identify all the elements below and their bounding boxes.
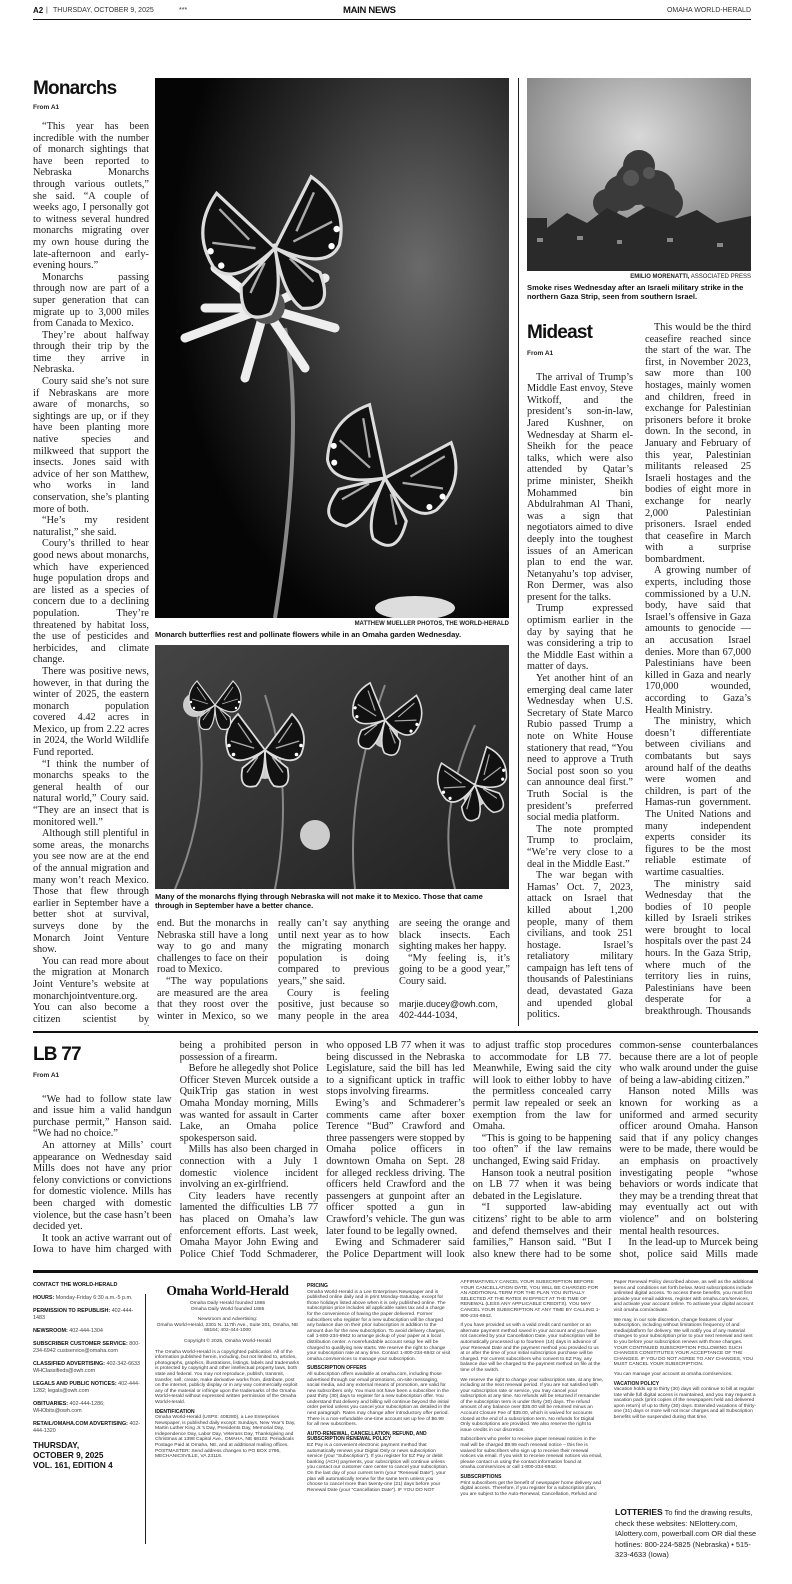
- paragraph: In the lead-up to Murcek being shot, police said Mills made: [619, 1237, 758, 1260]
- volume-line: VOL. 161, EDITION 4: [33, 1461, 113, 1470]
- paragraph: “I supported law-abiding citizens’ right to be able to arm and defend themselves and their families,” Hanson said. “But I also knew there had to be some common-sense counterbalances because there are a lot of people who walk around under the guise of being a law-abiding citizen.”: [472, 1040, 758, 1260]
- separator: |: [46, 7, 48, 14]
- paragraph: Mills has also been charged in connection with a July 1 domestic violence incident involving an ex-girlfriend.: [179, 1144, 319, 1191]
- label: CLASSIFIED ADVERTISING:: [33, 1361, 105, 1367]
- paragraph: Coury is feeling positive, just because so many people in the area are seeing the orange and black insects. Each sighting makes her happy.: [278, 918, 510, 1022]
- value: 402-444-1320: [33, 1421, 141, 1434]
- paragraph: There was positive news, however, in that during the winter of 2025, the eastern monarch population covered 4.42 acres in Mexico, up from 2.22 acres in 2024, the World Wildlife Fund reported.: [33, 665, 149, 759]
- monarchs-continued: [157, 918, 510, 1026]
- value: Monday-Friday 6:30 a.m.-5 p.m.: [55, 1295, 133, 1301]
- paragraph: “My feeling is, it’s going to be a good year,” Coury said.: [399, 952, 510, 987]
- article-body: [33, 121, 149, 1026]
- monarch-photo-2: [155, 645, 509, 889]
- label: OBITUARIES:: [33, 1401, 69, 1407]
- contact-item: [33, 1308, 141, 1322]
- credit-name: EMILIO MORENATTI,: [630, 274, 690, 280]
- paragraph: “He’s my resident naturalist,” she said.: [33, 515, 149, 538]
- lotteries-box: [615, 1507, 758, 1561]
- contact-box: [33, 1282, 141, 1471]
- jump-label: From A1: [33, 104, 60, 111]
- auto-renewal-heading: AUTO-RENEWAL, CANCELLATION, REFUND, AND SUBSCRIPTION RENEWAL POLICY: [307, 1430, 427, 1443]
- paragraph: end. But the monarchs in Nebraska still have a long way to go and many challenges to face on their road to Mexico.: [157, 918, 268, 976]
- page-header: [33, 6, 751, 20]
- gaza-photo: [527, 78, 751, 271]
- paragraph: The war began with Hamas’ Oct. 7, 2023, attack on Israel that killed about 1,200 people, many of them civilians, and took 251 hostage. Israel’s retaliatory military campaign has left tens of thousands of Palestinians dead, devastated Gaza and upended global politics.: [527, 870, 633, 1021]
- paragraph: Trump expressed optimism earlier in the day by saying that he was considering a trip to the Middle East within a matter of days.: [527, 603, 633, 673]
- paragraph: Hanson noted Mills was known for working as a uniformed and armed security officer around Omaha. Hanson said that if any policy changes were to be made, there would be an emphasis on proactively investigating people “whose behaviors or words indicate that they may be a trending threat that may eventually act out with violence” and on bolstering mental health resources.: [619, 1086, 758, 1237]
- contact-item: [33, 1361, 141, 1375]
- newsroom-label: Newsroom and Advertising:: [197, 1317, 258, 1323]
- pricing-heading: PRICING: [307, 1283, 328, 1289]
- value: 800-234-6942 custservice@omaha.com: [33, 1341, 141, 1354]
- column-rule: [145, 1294, 146, 1544]
- section-name: MAIN NEWS: [343, 5, 396, 16]
- paragraph: Ewing and Schmaderer said the Police Department will look to adjust traffic stop procedures to accommodate for LB 77. Meanwhile, Ewing said the city will look to either lobby to have the permitless concealed carry permit law repealed or seek an exemption from the law for Omaha.: [326, 1040, 612, 1260]
- paragraph: City leaders have recently lamented the difficulties LB 77 has placed on Omaha’s law enforcement efforts. Last week, Omaha Mayor John Ewing and Police Chief Todd Schmaderer, who opposed LB 77 when it was being discussed in the Nebraska Legislature, said the bill has led to a significant uptick in traffic stops involving firearms.: [179, 1040, 465, 1260]
- page-number: A2: [33, 6, 44, 15]
- lotteries-text: To find the drawing results, check these websites: NElottery.com, IAlottery.com, powerball.com OR dial these hotlines: 800-224-5825 (Nebraska) • 515-323-4633 (Iowa): [615, 1508, 757, 1559]
- paragraph: You can read more about the migration at Monarch Joint Venture’s website at monarchjointventure.org. You can also become a citizen scientist by: [33, 955, 149, 1025]
- contact-item: [33, 1341, 141, 1355]
- paragraph: We reserve the right to change your subscription rate, at any time, including at the next renewal period. If you are not satisfied with your subscription rate or service, you may cancel your subscription at any time. No refunds will be returned if remainder of the subscription term is under thirty (30) days. The refund amount of any balance over $35.00 will be returned minus an Account Closure Fee of $35.00, which is waived for accounts closed at the end of a subscription term. No refunds for Digital Only subscriptions are provided. We also reserve the right to issue credits in our discretion.: [460, 1377, 604, 1433]
- photo-credit: MATTHEW MUELLER PHOTOS, THE WORLD-HERALD: [354, 621, 509, 627]
- value: 402-444-1282; legals@owh.com: [33, 1381, 140, 1394]
- date-line: OCTOBER 9, 2025: [33, 1451, 104, 1460]
- value: 402-342-6633 WHClassifieds@owh.com: [33, 1361, 141, 1374]
- subscription-terms: [307, 1280, 757, 1498]
- jump-label: From A1: [527, 350, 554, 357]
- subscriptions-heading: SUBSCRIPTIONS: [460, 1474, 502, 1480]
- label: SUBSCRIBER CUSTOMER SERVICE:: [33, 1341, 128, 1347]
- contact-item: [33, 1381, 141, 1395]
- photo-caption: Smoke rises Wednesday after an Israeli military strike in the northern Gaza Strip, seen from southern Israel.: [527, 283, 744, 301]
- contact-item: [33, 1421, 141, 1435]
- date-line: THURSDAY,: [33, 1441, 80, 1450]
- contact-item: [33, 1401, 141, 1415]
- paragraph: The arrival of Trump’s Middle East envoy, Steve Witkoff, and the president’s son-in-law, Jared Kushner, on Wednesday at Sharm el-Sheikh for the peace talks, which were also attended by Qatar’s prime minister, Sheikh Mohammed bin Abdulrahman Al Thani, was a sign that negotiators aimed to dive deeply into the toughest issues of an American plan to end the war. Netanyahu’s top adviser, Ron Dermer, was also present for the talks.: [527, 371, 633, 603]
- paragraph: If you have provided us with a valid credit card number or an alternate payment method saved in your account and you have not canceled by your Cancellation Date, your subscription will be automatically processed up to fourteen (14) days in advance of your Renewal Date and the payment method you provided to us at or after the time of your initial subscription purchase will be charged. For current subscribers who convert to EZ Pay, any balance due will be charged to the payment method on file at the time of the switch.: [460, 1323, 601, 1373]
- lotteries-label: LOTTERIES: [615, 1507, 663, 1517]
- paragraph: We may, in our sole discretion, change features of your subscription, including without limitations frequency of and media/platform for delivery. We will notify you of any material changes to your subscription prior to your next renewal and sent to you before your subscription renews with those changes. YOUR CONTINUED SUBSCRIPTION FOLLOWING SUCH CHANGES CONSTITUTES YOUR ACCEPTANCE OF THE CHANGES. IF YOU DO NOT AGREE TO ANY CHANGES, YOU MUST CANCEL YOUR SUBSCRIPTION.: [613, 1317, 754, 1368]
- copyright: Copyright © 2025, Omaha World-Herald: [184, 1338, 271, 1344]
- paragraph: “The way populations are measured are the area that they roost over the winter in Mexico, so we really can’t say anything until next year as to how the migrating monarch population is doing compared to previous years,” she said.: [157, 918, 389, 1022]
- paragraph: Although still plentiful in some areas, the monarchs you see now are at the end of the annual migration and many won’t reach Mexico. Those that flew through earlier in September have a better shot at survival, surveys done by the Monarch Joint Venture show.: [33, 828, 149, 956]
- masthead-box: [155, 1283, 300, 1464]
- paragraph: The ministry said Wednesday that the bodies of 10 people killed by Israeli strikes were brought to local hospitals over the past 24 hours. In the Gaza Strip, where much of the territory lies in ruins, Palestinians have been desperate for a breakthrough. Thousands: [645, 878, 751, 1018]
- edition-date: [33, 1441, 141, 1471]
- paragraph: “I think the number of monarchs speaks to the general health of our natural world,” Coury said. “They are an insect that is monitored well.”: [33, 758, 149, 828]
- paragraph: This would be the third ceasefire reached since the start of the war. The first, in November 2023, saw more than 100 hostages, mainly women and children, freed in exchange for Palestinian prisoners before it broke down. In the second, in January and February of this year, Palestinian militants released 25 Israeli hostages and the bodies of eight more in exchange for nearly 2,000 Palestinian prisoners. Israel ended that ceasefire in March with a surprise bombardment.: [645, 322, 751, 565]
- headline: Monarchs: [33, 78, 117, 99]
- paragraph: It took an active warrant out of Iowa to have him charged with being a prohibited person in possession of a firearm.: [33, 1040, 319, 1256]
- paragraph: “This year has been incredible with the number of monarch sightings that have been reported to Nebraska Monarchs through various outlets,” she said. “A couple of weeks ago, I personally got to witness several hundred monarchs migrating over my own house during the late-afternoon and early-evening hours.”: [33, 121, 149, 272]
- address: Omaha World-Herald, 2301 N. 117th Ave., Suite 201, Omaha, NE 68164; 402-444-1000: [156, 1322, 299, 1334]
- founded-2: Omaha Daily World founded 1885: [190, 1306, 265, 1312]
- pricing-text: Omaha World-Herald is a Lee Enterprises Newspaper and is published online daily and in print Monday-Saturday, except for those holidays listed above when it is only published online. The subscription price includes all applicable sales tax and a charge for the convenience of having the paper delivered. Former subscribers who register for a new subscription will be charged any balance due on their prior subscription in addition to the amount due for the new subscription. To avoid delivery charges, call 1-800-234-6942 to arrange pickup of your paper at a local distribution center. A nonrefundable account setup fee will be charged to qualifying new starts. We reserve the right to change your subscription rate at any time. Contact 1-800-234-6942 or visit omaha.com/services to manage your subscription.: [307, 1289, 451, 1362]
- jump-label: From A1: [33, 1072, 60, 1079]
- label: PERMISSION TO REPUBLISH:: [33, 1308, 111, 1314]
- paragraph: Subscribers who prefer to receive paper renewal notices in the mail will be charged $9.99 each renewal notice – this fee is waived for subscribers who sign up to receive their renewal notices via email. If you wish to receive renewal notices via email, please contact us using the contact information found at omaha.com/services or call 1-800-234-6942.: [460, 1437, 603, 1471]
- monarch-photo: [155, 78, 509, 618]
- offers-heading: SUBSCRIPTION OFFERS: [307, 1365, 367, 1372]
- credit-org: ASSOCIATED PRESS: [689, 274, 751, 280]
- paragraph: A growing number of experts, including those commissioned by a U.N. body, have said that Israel’s offensive in Gaza amounts to genocide — an accusation Israel denies. More than 67,000 Palestinians have been killed in Gaza and nearly 170,000 wounded, according to Gaza’s Health Ministry.: [645, 565, 751, 716]
- label: RETAIL/OMAHA.COM ADVERTISING:: [33, 1421, 128, 1427]
- vacation-text: Vacation holds up to thirty (30) days will continue to bill at regular rate while full digital access is maintained, and you may request a vacation pack (print copies of the newspapers held and delivered upon return) of up to thirty (30) days. Extended vacations of thirty-one (31) days or more will not incur charges and all Subscription benefits will be suspended during that time.: [613, 1387, 757, 1421]
- column-rule: [518, 78, 519, 1026]
- paragraph: Ewing’s and Schmaderer’s comments came after boxer Terence “Bud” Crawford and three passengers were stopped by Omaha police officers in downtown Omaha on Sept. 28 for alleged reckless driving. The officers held Crawford and the passengers at gunpoint after an officer spotted a gun in Crawford’s vehicle. The gun was later found to be legally owned.: [326, 1097, 465, 1237]
- paragraph: “This is going to be happening too often” if the law remains unchanged, Ewing said Friday.: [472, 1132, 612, 1167]
- value: 402-444-1304: [69, 1328, 103, 1334]
- masthead-logo: Omaha World-Herald: [166, 1283, 289, 1298]
- paragraph: You can manage your account at omaha.com/services.: [613, 1371, 733, 1377]
- paragraph: Monarchs passing through now are part of a super generation that can migrate up to 3,000 miles from Canada to Mexico.: [33, 271, 149, 330]
- value: 402-444-1286; WHObits@owh.com: [33, 1401, 105, 1414]
- paragraph: Yet another hint of an emerging deal came later Wednesday when U.S. Secretary of State Marco Rubio passed Trump a note on White House stationery that read, “You need to approve a Truth Social post soon so you can announce deal first.” Truth Social is the president’s preferred social media platform.: [527, 673, 633, 824]
- label: HOURS:: [33, 1295, 55, 1301]
- paragraph: “We had to follow state law and issue him a valid handgun purchase permit,” Hanson said. “We had no choice.”: [33, 1093, 172, 1140]
- photo-credit: [527, 274, 751, 280]
- label: NEWSROOM:: [33, 1328, 68, 1334]
- paragraph: The note prompted Trump to proclaim, “We’re very close to a deal in the Middle East.”: [527, 823, 633, 870]
- edition-stars: ***: [179, 7, 188, 14]
- paragraph: An attorney at Mills’ court appearance on Wednesday said Mills does not have any prior felony convictions or convictions for domestic violence. Mills has been charged with domestic violence, but the case hasn’t been decided yet.: [33, 1139, 172, 1233]
- contact-title: CONTACT THE WORLD-HERALD: [33, 1282, 118, 1288]
- identification-text: Omaha World-Herald (USPS: 408280), a Lee Enterprises Newspaper, is published daily except: Sundays, New Year’s Day, Martin Luther King Jr.’s Day, Presidents Day, Memorial Day, Independence Day, Labor Day, Veterans Day, Thanksgiving and Christmas at 1398 Capitol Ave., OMAHA, NE 68102. Periodicals Postage Paid at Omaha, NE, and at additional mailing offices. POSTMASTER: Send address changes to PO BOX 2795, MECHANICSVILLE, VA 23116.: [155, 1415, 296, 1460]
- contact-item: [33, 1295, 141, 1302]
- monarchs-article: [33, 78, 149, 1026]
- section-rule: [33, 1031, 758, 1033]
- author-contact: marjie.ducey@owh.com, 402-444-1034,: [399, 998, 498, 1021]
- paragraph: They’re about halfway through their trip by the time they arrive in Nebraska.: [33, 329, 149, 376]
- identification-heading: IDENTIFICATION: [155, 1408, 195, 1415]
- lb77-article: [33, 1040, 758, 1268]
- paragraph: Before he allegedly shot Police Officer Steven Murcek outside a QuikTrip gas station in west Omaha Monday morning, Mills was wanted for assault in Carter Lake, an Omaha police spokesperson said.: [179, 1063, 319, 1144]
- offers-text: All subscription offers available at omaha.com, including those advertised through our email promotions, on-site messaging, social media, and any external means of promotion, are valid for new subscribers only. You must not have been a subscriber in the past thirty (30) days to register for a new subscription offer. You understand that delivery and billing will continue beyond the initial order period unless you cancel your subscription as detailed in the next paragraph. Rates may change after introductory offer period. There is a non-refundable one-time account set up fee of $6.99 for all new subscribers.: [307, 1371, 451, 1428]
- copyright-notice: The Omaha World-Herald is a copyrighted publication. All of the information published herein, including, but not limited to, articles, photographs, graphics, illustrations, listings, labels and trademarks is protected by copyright and other intellectual property laws, both state and federal. You may not reproduce, publish, transmit, transfer, sell, create, make derivative works from, distribute, post on the internet, publicly display or in any way commercially exploit any of the material or infringe upon the trademarks of the Omaha World-Herald without expressed written permission of the Omaha World-Herald.: [155, 1349, 300, 1405]
- vacation-heading: VACATION POLICY: [613, 1380, 660, 1387]
- paragraph: Coury’s thrilled to hear good news about monarchs, which have experienced huge population drops and are listed as a species of concern due to a declining population. They’re threatened by habitat loss, the use of pesticides and herbicides, and climate change.: [33, 538, 149, 666]
- paragraph: Hanson took a neutral position on LB 77 when it was being debated in the Legislature.: [472, 1167, 612, 1202]
- headline: Mideast: [527, 322, 593, 343]
- paper-name: OMAHA WORLD-HERALD: [666, 7, 751, 14]
- paragraph: Coury said she’s not sure if Nebraskans are more aware of monarchs, so sightings are up, or if they have been planting more native species and milkweed that support the insects. Jones said with advice of her son Matthew, who works in land conservation, she’s planting more of both.: [33, 376, 149, 515]
- value: 402-444-1483: [33, 1308, 134, 1321]
- photo-caption: Monarch butterflies rest and pollinate flowers while in an Omaha garden Wednesday.: [155, 630, 462, 639]
- mideast-article: [527, 322, 751, 1026]
- section-rule: [33, 1270, 758, 1273]
- contact-item: [33, 1328, 141, 1335]
- paragraph: EZ Pay is a convenient electronic payment method that automatically renews your Digital Only or news subscription service (your “Subscription”). If you register for EZ Pay or debit banking (ACH) payments, your subscription will continue unless you contact our customer care center to cancel your subscription. On the last day of your current term (your “Renewal Date”), your plan will automatically renew for the same term unless you choose to cancel more than twenty-one (21) days before your Renewal Date (your “Cancellation Date”). IF YOU DO NOT AFFIRMATIVELY CANCEL YOUR SUBSCRIPTION BEFORE YOUR CANCELLATION DATE, YOU WILL BE CHARGED FOR AN ADDITIONAL TERM FOR THE PLAN YOU INITIALLY SELECTED AT THE RATES IN EFFECT AT THE TIME OF RENEWAL (LESS ANY APPLICABLE CREDITS). YOU MAY CANCEL YOUR SUBSCRIPTION AT ANY TIME BY CALLING 1-800-234-6942.: [307, 1280, 601, 1493]
- photo-caption-2: Many of the monarchs flying through Nebraska will not make it to Mexico. Those that came through in September have a better chance.: [155, 892, 483, 910]
- label: LEGALS AND PUBLIC NOTICES:: [33, 1381, 117, 1387]
- header-date: THURSDAY, OCTOBER 9, 2025: [53, 7, 154, 14]
- headline: LB 77: [33, 1044, 81, 1065]
- founded-1: Omaha Daily Herald founded 1865: [189, 1301, 266, 1306]
- paragraph: The ministry, which doesn’t differentiate between civilians and combatants but says around half of the deaths were women and children, is part of the Hamas-run government. The United Nations and many independent experts consider its figures to be the most reliable estimate of wartime casualties.: [645, 716, 751, 878]
- paragraph: Print subscribers get the benefit of newspaper home delivery and digital access. Therefore, if you register for a subscription plan, you are subject to the Auto-Renewal, Cancellation, Refund and Paper Renewal Policy described above, as well as the additional terms and conditions set forth below. Most subscriptions include unlimited digital access. To access these benefits, you must first provide your email address, register with omaha.com/services, and activate your account online. To activate your digital account visit omaha.com/activate.: [460, 1280, 754, 1497]
